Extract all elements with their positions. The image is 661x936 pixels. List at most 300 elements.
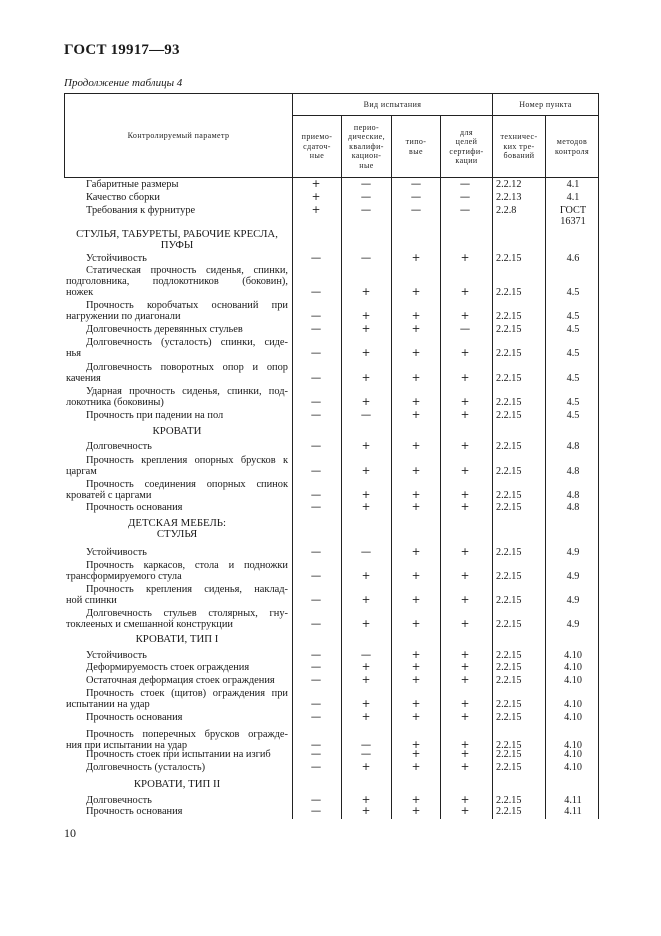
tech-requirement-point: 2.2.15: [496, 466, 522, 477]
tech-requirement-point: 2.2.12: [496, 179, 522, 190]
test-mark-cell: +: [411, 805, 421, 817]
test-method-point: [548, 762, 598, 773]
test-mark-cell: —: [310, 711, 322, 723]
test-method-point: [548, 675, 598, 686]
test-method-line: 4.5: [566, 373, 580, 384]
parameter-line: Прочность основания: [86, 712, 183, 723]
test-mark-cell: +: [361, 570, 371, 582]
test-mark-cell: +: [460, 570, 470, 582]
parameter-cell: [66, 608, 288, 630]
tech-requirement-point: 2.2.15: [496, 571, 522, 582]
test-method-line: 4.10: [564, 699, 582, 710]
test-mark-cell: +: [460, 286, 470, 298]
parameter-cell: [66, 441, 288, 452]
header-periodic-tests: перио- дические, квалифи- кацион- ные: [348, 122, 385, 170]
parameter-cell: [66, 192, 288, 203]
test-method-line: 4.5: [566, 397, 580, 408]
header-acceptance-tests: приемо- сдаточ- ные: [301, 132, 333, 161]
tech-requirement-point: 2.2.15: [496, 397, 522, 408]
test-method-point: [548, 397, 598, 408]
test-mark-cell: +: [411, 698, 421, 710]
test-method-point: [548, 490, 598, 501]
test-method-line: 4.9: [566, 571, 580, 582]
test-mark-cell: +: [411, 661, 421, 673]
parameter-line: Долговечность стульев столярных, гну-: [86, 608, 288, 619]
test-method-point: [548, 749, 598, 760]
test-mark-cell: +: [460, 396, 470, 408]
tech-requirement-point: 2.2.15: [496, 650, 522, 661]
tech-requirement-point: 2.2.8: [496, 205, 517, 216]
table-continuation-caption: Продолжение таблицы 4: [64, 77, 183, 89]
test-method-line: 4.5: [566, 287, 580, 298]
test-mark-cell: +: [460, 739, 470, 751]
test-mark-cell: —: [310, 794, 322, 806]
test-mark-cell: —: [310, 739, 322, 751]
parameter-cell: [66, 265, 288, 298]
test-method-point: [548, 619, 598, 630]
test-method-point: [548, 205, 598, 227]
test-mark-cell: —: [310, 761, 322, 773]
test-method-point: [548, 806, 598, 817]
parameter-line: Долговечность: [86, 795, 152, 806]
parameter-line: КРОВАТИ: [152, 425, 202, 437]
test-method-point: [548, 595, 598, 606]
tech-requirement-point: 2.2.15: [496, 595, 522, 606]
parameter-cell: [66, 479, 288, 501]
test-mark-cell: —: [310, 594, 322, 606]
tech-requirement-point: 2.2.15: [496, 662, 522, 673]
test-mark-cell: —: [459, 204, 471, 216]
test-mark-cell: —: [310, 372, 322, 384]
parameter-line: локотника (боковины): [66, 397, 164, 408]
test-method-point: [548, 662, 598, 673]
test-mark-cell: —: [310, 347, 322, 359]
test-mark-cell: +: [311, 204, 321, 216]
parameter-line: кроватей с царгами: [66, 490, 152, 501]
parameter-cell: [66, 337, 288, 359]
test-mark-cell: +: [460, 501, 470, 513]
parameter-cell: [66, 362, 288, 384]
test-method-line: 4.5: [566, 324, 580, 335]
section-heading: [66, 779, 288, 790]
parameter-cell: [66, 386, 288, 408]
tech-requirement-point: 2.2.15: [496, 699, 522, 710]
tech-requirement-point: 2.2.15: [496, 410, 522, 421]
col-divider-5: [492, 93, 493, 819]
test-mark-cell: +: [411, 252, 421, 264]
test-mark-cell: +: [411, 649, 421, 661]
parameter-line: Прочность стоек (щитов) ограждения при: [86, 688, 288, 699]
test-method-point: [548, 441, 598, 452]
test-method-point: [548, 712, 598, 723]
parameter-line: подголовника, подлокотников (боковин),: [66, 276, 288, 287]
parameter-cell: [66, 502, 288, 513]
test-mark-cell: —: [360, 649, 372, 661]
test-mark-cell: +: [361, 711, 371, 723]
parameter-cell: [66, 795, 288, 806]
parameter-line: Прочность основания: [86, 806, 183, 817]
test-method-point: [548, 795, 598, 806]
test-method-line: 4.5: [566, 311, 580, 322]
test-mark-cell: +: [460, 252, 470, 264]
test-mark-cell: +: [460, 489, 470, 501]
test-method-point: [548, 466, 598, 477]
test-mark-cell: +: [460, 805, 470, 817]
test-mark-cell: +: [361, 310, 371, 322]
test-mark-cell: +: [411, 501, 421, 513]
test-method-point: [548, 502, 598, 513]
test-mark-cell: +: [361, 698, 371, 710]
test-method-point: [548, 253, 598, 264]
test-method-point: [548, 348, 598, 359]
test-mark-cell: —: [410, 191, 422, 203]
parameter-cell: [66, 662, 288, 673]
section-heading: [66, 634, 288, 645]
parameter-line: Долговечность поворотных опор и опор: [86, 362, 288, 373]
test-mark-cell: —: [310, 661, 322, 673]
test-mark-cell: +: [311, 191, 321, 203]
document-header: ГОСТ 19917—93: [64, 42, 180, 58]
parameter-line: Статическая прочность сиденья, спинки,: [86, 265, 288, 276]
test-method-line: 4.9: [566, 547, 580, 558]
parameter-cell: [66, 205, 288, 216]
test-method-point: [548, 192, 598, 203]
test-mark-cell: +: [460, 748, 470, 760]
test-mark-cell: +: [361, 440, 371, 452]
test-method-line: 4.10: [564, 740, 582, 751]
test-mark-cell: +: [411, 570, 421, 582]
parameter-line: Прочность поперечных брусков огражде-: [86, 729, 288, 740]
parameter-line: Прочность крепления сиденья, наклад-: [86, 584, 288, 595]
test-mark-cell: —: [310, 409, 322, 421]
test-method-line: 4.11: [564, 806, 582, 817]
tech-requirement-point: 2.2.15: [496, 253, 522, 264]
parameter-line: нья: [66, 348, 82, 359]
tech-requirement-point: 2.2.15: [496, 675, 522, 686]
tech-requirement-point: 2.2.13: [496, 192, 522, 203]
test-mark-cell: +: [460, 698, 470, 710]
test-mark-cell: —: [310, 396, 322, 408]
tech-requirement-point: 2.2.15: [496, 311, 522, 322]
tech-requirement-point: 2.2.15: [496, 502, 522, 513]
test-mark-cell: —: [310, 310, 322, 322]
test-mark-cell: +: [411, 711, 421, 723]
section-heading: [66, 518, 288, 540]
test-method-line: 4.9: [566, 595, 580, 606]
test-mark-cell: +: [361, 396, 371, 408]
parameter-cell: [66, 762, 288, 773]
parameter-line: Прочность стоек при испытании на изгиб: [86, 749, 271, 760]
parameter-line: испытании на удар: [66, 699, 150, 710]
parameter-line: ДЕТСКАЯ МЕБЕЛЬ:: [127, 517, 227, 529]
test-mark-cell: +: [411, 748, 421, 760]
test-method-point: [548, 287, 598, 298]
test-method-point: [548, 179, 598, 190]
test-mark-cell: +: [460, 711, 470, 723]
test-mark-cell: +: [460, 761, 470, 773]
test-mark-cell: +: [411, 440, 421, 452]
page-number: 10: [64, 826, 76, 840]
test-method-point: [548, 699, 598, 710]
parameter-line: Прочность основания: [86, 502, 183, 513]
test-mark-cell: —: [459, 191, 471, 203]
parameter-line: Ударная прочность сиденья, спинки, под-: [86, 386, 288, 397]
test-mark-cell: +: [361, 501, 371, 513]
tech-requirement-point: 2.2.15: [496, 287, 522, 298]
parameter-line: качения: [66, 373, 101, 384]
test-mark-cell: +: [460, 674, 470, 686]
test-mark-cell: +: [460, 409, 470, 421]
test-method-line: 4.8: [566, 502, 580, 513]
test-mark-cell: —: [360, 748, 372, 760]
test-method-line: 4.10: [564, 749, 582, 760]
parameter-cell: [66, 729, 288, 751]
tech-requirement-point: 2.2.15: [496, 348, 522, 359]
test-method-line: 4.8: [566, 490, 580, 501]
test-method-line: 4.10: [564, 712, 582, 723]
test-mark-cell: +: [411, 347, 421, 359]
test-mark-cell: —: [360, 252, 372, 264]
test-mark-cell: +: [361, 761, 371, 773]
parameter-line: КРОВАТИ, ТИП I: [135, 633, 219, 645]
test-method-point: [548, 410, 598, 421]
test-mark-cell: +: [311, 178, 321, 190]
test-mark-cell: —: [310, 805, 322, 817]
test-method-line: 4.9: [566, 619, 580, 630]
test-mark-cell: +: [411, 794, 421, 806]
test-mark-cell: +: [460, 649, 470, 661]
test-method-line: ГОСТ: [559, 205, 587, 216]
parameter-line: царгам: [66, 466, 97, 477]
test-mark-cell: —: [310, 674, 322, 686]
test-mark-cell: +: [411, 409, 421, 421]
parameter-line: Габаритные размеры: [86, 179, 179, 190]
test-mark-cell: —: [410, 204, 422, 216]
test-mark-cell: +: [411, 372, 421, 384]
test-mark-cell: +: [460, 594, 470, 606]
test-mark-cell: —: [310, 252, 322, 264]
test-mark-cell: +: [361, 794, 371, 806]
test-mark-cell: +: [411, 761, 421, 773]
header-point-number: Номер пункта: [519, 99, 572, 109]
test-method-point: [548, 571, 598, 582]
test-mark-cell: —: [360, 409, 372, 421]
header-certification-tests: для целей сертифи- кации: [449, 127, 484, 165]
test-mark-cell: —: [360, 191, 372, 203]
test-method-point: [548, 373, 598, 384]
test-mark-cell: —: [310, 618, 322, 630]
tech-requirement-point: 2.2.15: [496, 547, 522, 558]
parameter-line: Устойчивость: [86, 650, 147, 661]
parameter-cell: [66, 560, 288, 582]
test-mark-cell: +: [460, 440, 470, 452]
parameter-cell: [66, 749, 288, 760]
parameter-cell: [66, 253, 288, 264]
test-mark-cell: +: [411, 739, 421, 751]
tech-requirement-point: 2.2.15: [496, 712, 522, 723]
test-mark-cell: —: [310, 748, 322, 760]
test-method-line: 4.10: [564, 650, 582, 661]
header-test-methods: методов контроля: [554, 137, 590, 156]
test-mark-cell: +: [411, 310, 421, 322]
parameter-line: ножек: [66, 287, 94, 298]
test-mark-cell: +: [460, 465, 470, 477]
test-method-point: [548, 650, 598, 661]
test-mark-cell: —: [360, 178, 372, 190]
parameter-cell: [66, 650, 288, 661]
parameter-line: Прочность каркасов, стола и подножки: [86, 560, 288, 571]
test-method-line: 4.8: [566, 441, 580, 452]
test-mark-cell: —: [459, 323, 471, 335]
parameter-line: Долговечность (усталость) спинки, сиде-: [86, 337, 288, 348]
parameter-cell: [66, 324, 288, 335]
test-mark-cell: +: [460, 546, 470, 558]
test-mark-cell: +: [411, 489, 421, 501]
test-mark-cell: +: [460, 794, 470, 806]
tech-requirement-point: 2.2.15: [496, 795, 522, 806]
test-mark-cell: +: [361, 323, 371, 335]
tech-requirement-point: 2.2.15: [496, 806, 522, 817]
parameter-cell: [66, 806, 288, 817]
parameter-cell: [66, 712, 288, 723]
tech-requirement-point: 2.2.15: [496, 749, 522, 760]
test-mark-cell: +: [460, 347, 470, 359]
test-mark-cell: +: [361, 465, 371, 477]
parameter-line: СТУЛЬЯ: [156, 528, 198, 540]
test-mark-cell: —: [310, 323, 322, 335]
tech-requirement-point: 2.2.15: [496, 441, 522, 452]
parameter-line: Устойчивость: [86, 253, 147, 264]
parameter-cell: [66, 547, 288, 558]
parameter-cell: [66, 300, 288, 322]
header-tech-requirements: техничес- ких тре- бований: [500, 132, 538, 161]
table-right-border: [598, 93, 599, 819]
parameter-line: Долговечность (усталость): [86, 762, 206, 773]
test-mark-cell: +: [361, 372, 371, 384]
test-mark-cell: +: [460, 372, 470, 384]
parameter-line: Устойчивость: [86, 547, 147, 558]
parameter-line: Остаточная деформация стоек ограждения: [86, 675, 275, 686]
test-mark-cell: —: [459, 178, 471, 190]
parameter-line: Прочность при падении на пол: [86, 410, 224, 421]
test-mark-cell: +: [411, 546, 421, 558]
test-mark-cell: +: [411, 594, 421, 606]
test-mark-cell: +: [361, 661, 371, 673]
section-heading: [66, 229, 288, 251]
parameter-line: нагружении по диагонали: [66, 311, 181, 322]
test-method-line: 4.10: [564, 675, 582, 686]
test-method-line: 4.10: [564, 762, 582, 773]
test-method-point: [548, 324, 598, 335]
tech-requirement-point: 2.2.15: [496, 619, 522, 630]
test-mark-cell: +: [361, 347, 371, 359]
test-mark-cell: —: [410, 178, 422, 190]
header-type-tests: типо- вые: [405, 137, 427, 156]
test-mark-cell: +: [460, 618, 470, 630]
test-method-point: [548, 547, 598, 558]
tech-requirement-point: 2.2.15: [496, 373, 522, 384]
parameter-line: трансформируемого стула: [66, 571, 182, 582]
parameter-line: ния при испытании на удар: [66, 740, 188, 751]
test-mark-cell: +: [460, 310, 470, 322]
test-method-line: 4.1: [566, 179, 580, 190]
header-parameter: Контролируемый параметр: [127, 130, 230, 140]
test-mark-cell: —: [310, 546, 322, 558]
test-mark-cell: +: [411, 674, 421, 686]
test-method-line: 4.10: [564, 662, 582, 673]
test-mark-cell: +: [411, 618, 421, 630]
test-mark-cell: +: [361, 489, 371, 501]
section-heading: [66, 426, 288, 437]
test-mark-cell: —: [360, 204, 372, 216]
parameter-line: Прочность соединения опорных спинок: [86, 479, 288, 490]
test-mark-cell: +: [411, 286, 421, 298]
test-method-line: 4.6: [566, 253, 580, 264]
parameter-cell: [66, 410, 288, 421]
tech-requirement-point: 2.2.15: [496, 490, 522, 501]
parameter-cell: [66, 455, 288, 477]
parameter-cell: [66, 179, 288, 190]
parameter-line: Качество сборки: [86, 192, 160, 203]
test-mark-cell: +: [361, 618, 371, 630]
test-mark-cell: —: [360, 546, 372, 558]
test-mark-cell: —: [310, 489, 322, 501]
tech-requirement-point: 2.2.15: [496, 762, 522, 773]
test-mark-cell: —: [310, 649, 322, 661]
parameter-line: КРОВАТИ, ТИП II: [133, 778, 221, 790]
test-mark-cell: +: [411, 396, 421, 408]
test-method-line: 4.5: [566, 348, 580, 359]
header-test-type: Вид испытания: [363, 99, 422, 109]
parameter-line: токлееных и смешанной конструкции: [66, 619, 233, 630]
test-mark-cell: +: [361, 805, 371, 817]
test-mark-cell: —: [360, 739, 372, 751]
test-method-line: 4.5: [566, 410, 580, 421]
test-mark-cell: +: [361, 286, 371, 298]
parameter-line: ПУФЫ: [160, 239, 194, 251]
test-method-point: [548, 311, 598, 322]
parameter-cell: [66, 584, 288, 606]
test-method-line: 4.11: [564, 795, 582, 806]
parameter-cell: [66, 688, 288, 710]
test-mark-cell: —: [310, 286, 322, 298]
test-mark-cell: +: [411, 323, 421, 335]
tech-requirement-point: 2.2.15: [496, 740, 522, 751]
header-bottom-border: [64, 177, 598, 178]
parameter-line: Долговечность деревянных стульев: [86, 324, 243, 335]
test-method-line: 4.1: [566, 192, 580, 203]
test-mark-cell: +: [361, 594, 371, 606]
test-mark-cell: —: [310, 698, 322, 710]
test-mark-cell: —: [310, 440, 322, 452]
parameter-line: СТУЛЬЯ, ТАБУРЕТЫ, РАБОЧИЕ КРЕСЛА,: [76, 228, 278, 240]
parameter-line: Прочность крепления опорных брусков к: [86, 455, 288, 466]
parameter-line: Долговечность: [86, 441, 152, 452]
test-mark-cell: —: [310, 465, 322, 477]
test-method-line: 4.8: [566, 466, 580, 477]
parameter-cell: [66, 675, 288, 686]
parameter-line: Деформируемость стоек ограждения: [86, 662, 250, 673]
test-mark-cell: +: [411, 465, 421, 477]
parameter-line: Требования к фурнитуре: [86, 205, 196, 216]
test-method-line: 16371: [560, 216, 586, 227]
parameter-line: ной спинки: [66, 595, 117, 606]
test-mark-cell: —: [310, 501, 322, 513]
parameter-line: Прочность коробчатых оснований при: [86, 300, 288, 311]
tech-requirement-point: 2.2.15: [496, 324, 522, 335]
test-mark-cell: —: [310, 570, 322, 582]
test-mark-cell: +: [361, 674, 371, 686]
